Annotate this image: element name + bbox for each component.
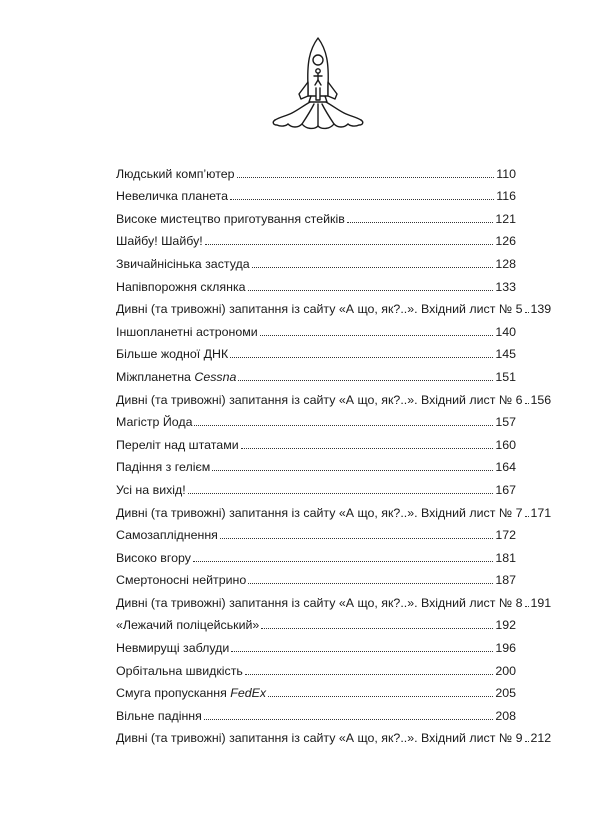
toc-entry[interactable] [116,632,516,655]
toc-leader-dots [525,606,529,607]
toc-entry[interactable] [116,497,552,520]
toc-entry[interactable] [116,542,516,565]
toc-entry-page: 145 [495,347,516,362]
toc-entry-page: 156 [530,392,552,407]
toc-entry-page: 157 [495,415,516,430]
toc-entry-title: Високе мистецтво приготування стейків [116,211,345,226]
toc-leader-dots [212,470,493,471]
toc-entry-page: 126 [495,234,516,249]
toc-entry-title: Дивні (та тривожні) запитання із сайту «А що, як?..». Вхідний лист № 8 [116,595,523,610]
toc-entry-page: 128 [495,256,516,271]
toc-entry[interactable] [116,452,516,475]
toc-entry-title: Дивні (та тривожні) запитання із сайту «А що, як?..». Вхідний лист № 6 [116,392,523,407]
toc-entry[interactable] [116,294,552,317]
table-of-contents [116,158,552,746]
toc-entry-page: 187 [495,573,516,588]
toc-leader-dots [525,741,529,742]
toc-leader-dots [205,244,494,245]
toc-leader-dots [241,448,494,449]
toc-leader-dots [248,583,493,584]
toc-leader-dots [525,516,529,517]
toc-entry-title: «Лежачий поліцейський» [116,618,260,633]
toc-entry[interactable] [116,678,516,701]
toc-entry[interactable] [116,655,516,678]
toc-leader-dots [248,290,494,291]
toc-entry-title: Усі на вихід! [116,482,186,497]
toc-entry-title: Падіння з гелієм [116,460,211,475]
toc-entry-title: Більше жодної ДНК [116,347,229,362]
toc-entry-page: 192 [495,618,516,633]
toc-entry-title: Дивні (та тривожні) запитання із сайту «А що, як?..». Вхідний лист № 5 [116,302,523,317]
toc-entry[interactable] [116,723,552,746]
toc-entry[interactable] [116,248,516,271]
toc-entry-page: 164 [495,460,516,475]
toc-leader-dots [230,357,493,358]
toc-entry-page: 205 [495,686,516,701]
toc-entry[interactable] [116,158,516,181]
toc-leader-dots [194,425,493,426]
toc-leader-dots [245,674,493,675]
toc-entry-page: 196 [495,641,516,656]
toc-entry-page: 116 [496,189,516,204]
toc-entry-title: Високо вгору [116,550,191,565]
toc-entry-title-emphasis: Cessna [194,369,237,384]
toc-entry[interactable] [116,181,516,204]
toc-leader-dots [238,380,493,381]
toc-leader-dots [237,177,495,178]
toc-leader-dots [525,312,529,313]
toc-leader-dots [347,222,494,223]
toc-entry-title: Орбітальна швидкість [116,663,243,678]
toc-entry[interactable] [116,474,516,497]
toc-leader-dots [252,267,494,268]
rocket-icon [268,34,368,134]
toc-entry-page: 139 [530,302,552,317]
toc-entry-title: Невмирущі заблуди [116,641,230,656]
toc-entry[interactable] [116,361,516,384]
toc-entry-title: Вільне падіння [116,708,202,723]
toc-entry[interactable] [116,384,552,407]
toc-entry-title: Людський комп’ютер [116,166,235,181]
toc-entry-title: Дивні (та тривожні) запитання із сайту «А що, як?..». Вхідний лист № 9 [116,731,523,746]
toc-entry[interactable] [116,610,516,633]
toc-entry-title-emphasis: FedEx [230,686,267,701]
toc-entry-page: 110 [496,166,516,181]
toc-entry[interactable] [116,226,516,249]
toc-leader-dots [260,335,494,336]
toc-leader-dots [261,628,493,629]
toc-entry-title [116,370,236,384]
toc-entry-title: Напівпорожня склянка [116,279,246,294]
toc-entry-page: 172 [495,528,516,543]
toc-leader-dots [220,538,493,539]
toc-entry-title: Переліт над штатами [116,437,239,452]
toc-entry[interactable] [116,316,516,339]
toc-entry-page: 212 [530,731,552,746]
toc-entry[interactable] [116,407,516,430]
toc-leader-dots [204,719,493,720]
toc-entry-page: 167 [495,482,516,497]
toc-entry-title-text: Міжпланетна [116,369,195,384]
toc-entry-title [116,686,266,700]
rocket-illustration [268,34,368,134]
toc-entry[interactable] [116,429,516,452]
toc-entry-page: 191 [530,595,552,610]
toc-entry-title: Смертоносні нейтрино [116,573,247,588]
toc-entry-title: Невеличка планета [116,189,228,204]
toc-entry-page: 181 [495,550,516,565]
toc-entry-title: Дивні (та тривожні) запитання із сайту «А що, як?..». Вхідний лист № 7 [116,505,523,520]
toc-entry[interactable] [116,700,516,723]
toc-entry-page: 140 [495,324,516,339]
toc-leader-dots [230,199,494,200]
toc-entry-page: 151 [495,369,516,384]
toc-entry[interactable] [116,271,516,294]
toc-entry[interactable] [116,520,516,543]
toc-entry[interactable] [116,587,552,610]
toc-entry-page: 171 [530,505,552,520]
toc-entry-title: Іншопланетні астрономи [116,324,258,339]
toc-entry-page: 208 [495,708,516,723]
toc-leader-dots [525,403,529,404]
toc-entry-title: Звичайнісінька застуда [116,256,250,271]
toc-leader-dots [231,651,493,652]
toc-entry[interactable] [116,203,516,226]
toc-entry-page: 121 [495,211,516,226]
toc-entry-title: Самозапліднення [116,528,218,543]
toc-leader-dots [188,493,494,494]
toc-entry[interactable] [116,565,516,588]
toc-leader-dots [193,561,493,562]
toc-entry-title: Шайбу! Шайбу! [116,234,203,249]
toc-leader-dots [268,696,493,697]
toc-entry-page: 133 [495,279,516,294]
toc-entry-title: Магістр Йода [116,415,193,430]
toc-entry-title-text: Смуга пропускання [116,686,231,701]
toc-entry-page: 160 [495,437,516,452]
toc-entry[interactable] [116,339,516,362]
toc-entry-page: 200 [495,663,516,678]
